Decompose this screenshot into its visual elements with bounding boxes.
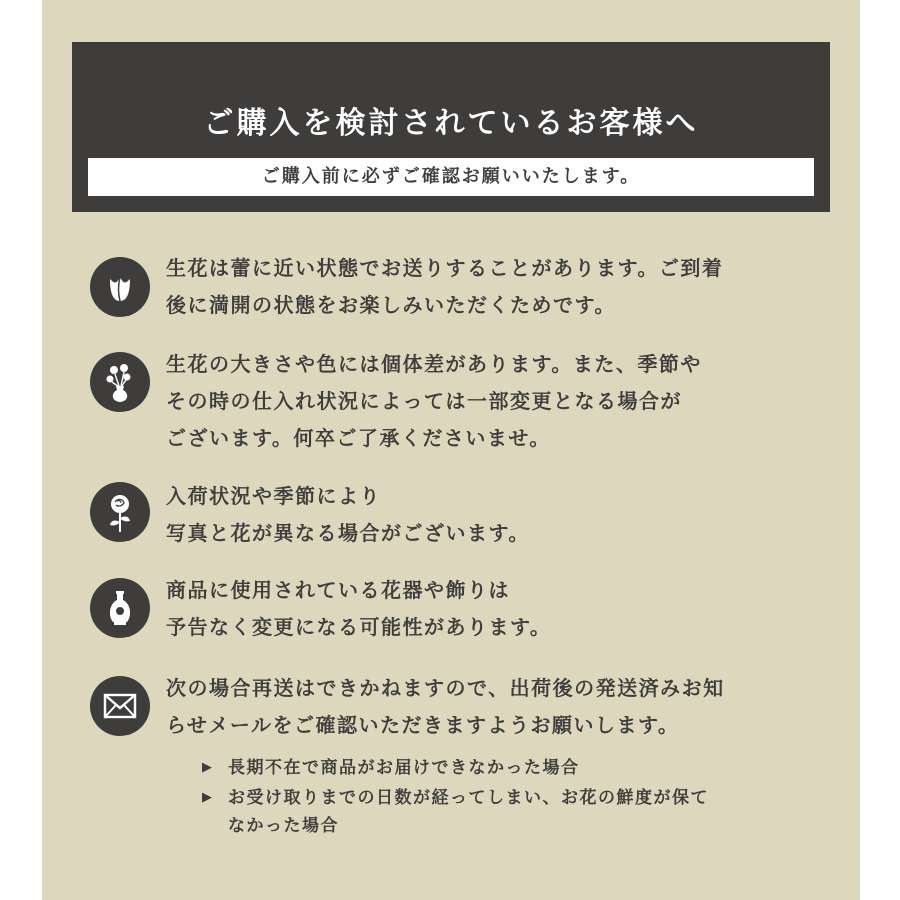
tulip-icon (90, 257, 150, 317)
redelivery-conditions-list (202, 754, 802, 842)
notice-line: 次の場合再送はできかねますので、出荷後の発送済みお知 (166, 676, 725, 700)
triangle-bullet-icon: ▶ (202, 760, 214, 775)
vase-flowers-icon (90, 352, 150, 412)
vase-icon (90, 578, 150, 638)
notice-line: 予告なく変更になる可能性があります。 (166, 615, 552, 639)
page-title: ご購入を検討されているお客様へ (203, 106, 699, 141)
notice-line: 生花は蕾に近い状態でお送りすることがあります。ご到着 (166, 256, 724, 280)
triangle-bullet-icon: ▶ (202, 790, 214, 805)
list-item (202, 754, 802, 782)
rose-icon (90, 482, 150, 542)
notice-text (166, 572, 826, 646)
notice-text (166, 478, 826, 552)
notice-line: 後に満開の状態をお楽しみいただくためです。 (166, 293, 616, 317)
notice-line: 写真と花が異なる場合がございます。 (166, 521, 530, 545)
header-banner (72, 42, 830, 212)
notice-line: その時の仕入れ状況によっては一部変更となる場合が (166, 389, 682, 413)
notice-line: ございます。何卒ご了承くださいませ。 (166, 426, 551, 450)
notice-line: 生花の大きさや色には個体差があります。また、季節や (166, 352, 702, 376)
page-subtitle: ご購入前に必ずご確認お願いいたします。 (261, 166, 641, 187)
notice-text (166, 670, 826, 744)
list-item-text: なかった場合 (228, 816, 339, 836)
envelope-icon (90, 676, 150, 736)
notice-text (166, 346, 826, 457)
notice-line: 商品に使用されている花器や飾りは (166, 578, 510, 602)
list-item (202, 784, 802, 840)
list-item-text: お受け取りまでの日数が経ってしまい、お花の鮮度が保て (228, 788, 709, 808)
notice-line: らせメールをご確認いただきますようお願いします。 (166, 713, 680, 737)
notice-text (166, 250, 826, 324)
subtitle-box (88, 158, 814, 196)
list-item-text: 長期不在で商品がお届けできなかった場合 (228, 758, 580, 778)
notice-line: 入荷状況や季節により (166, 484, 381, 508)
